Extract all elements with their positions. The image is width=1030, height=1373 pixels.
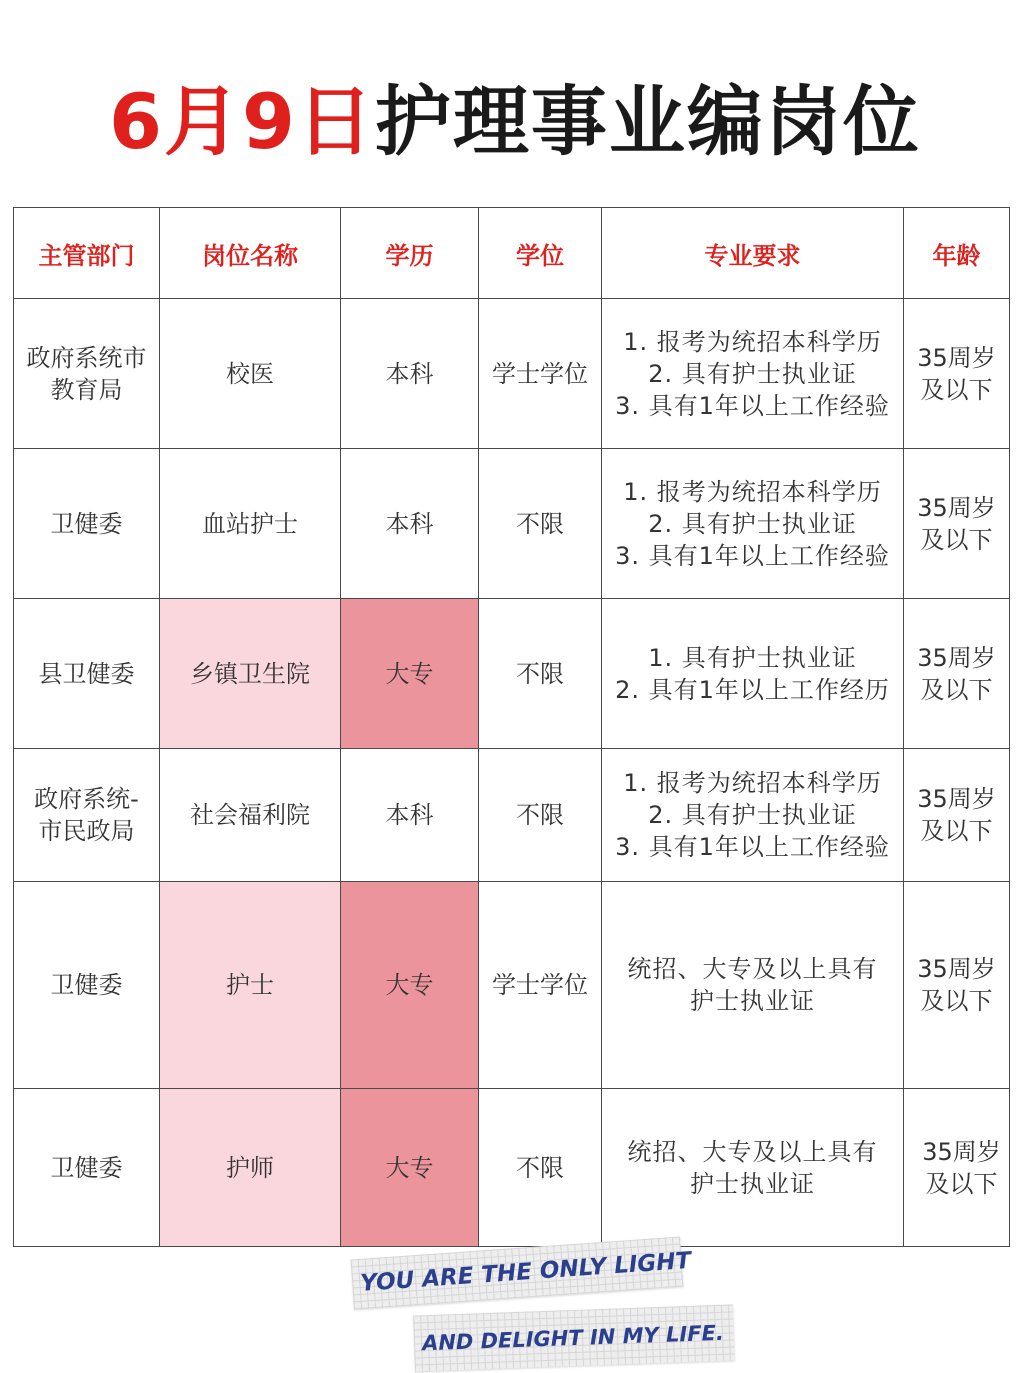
dept-line: 政府系统- [34,785,139,813]
requirement-line: 统招、大专及以上具有 [627,955,878,983]
header-position: 岗位名称 [160,208,341,299]
cell-position: 血站护士 [160,449,341,599]
table-header-row [14,208,1010,299]
cell-degree: 不限 [479,449,602,599]
requirement-line: 3. 具有1年以上工作经验 [615,391,890,420]
header-degree: 学位 [479,208,602,299]
cell-requirements [602,599,904,749]
cell-age [904,599,1010,749]
dept-line: 市民政局 [38,817,135,845]
requirement-line: 3. 具有1年以上工作经验 [615,833,890,861]
requirement-line: 1. 报考为统招本科学历 [623,477,882,506]
requirement-line: 2. 具有护士执业证 [648,359,857,388]
cell-dept [14,449,160,599]
cell-requirements [602,449,904,599]
table-row [14,599,1010,749]
cell-requirements [602,882,904,1089]
requirement-line: 护士执业证 [690,1169,815,1198]
dept-line: 卫健委 [50,1153,123,1182]
requirement-line: 1. 报考为统招本科学历 [623,769,882,797]
age-line: 35周岁 [922,1137,1001,1166]
table-row [14,449,1010,599]
cell-education: 本科 [341,299,479,449]
cell-degree: 不限 [479,749,602,882]
cell-position: 社会福利院 [160,749,341,882]
cell-degree: 不限 [479,599,602,749]
cell-dept [14,299,160,449]
age-line: 35周岁 [917,955,996,983]
age-line: 35周岁 [917,343,996,372]
cell-degree: 学士学位 [479,882,602,1089]
age-line: 及以下 [920,817,993,845]
age-line: 35周岁 [917,785,996,813]
header-education: 学历 [341,208,479,299]
cell-requirements [602,749,904,882]
table-row [14,882,1010,1089]
washi-tape-quote-1: YOU ARE THE ONLY LIGHT [351,1237,684,1310]
cell-position: 校医 [160,299,341,449]
requirement-line: 统招、大专及以上具有 [627,1137,878,1166]
requirement-line: 3. 具有1年以上工作经验 [615,541,890,570]
cell-degree: 学士学位 [479,299,602,449]
cell-position: 护师 [160,1089,341,1247]
dept-line: 县卫健委 [38,659,135,688]
cell-education: 大专 [341,882,479,1089]
header-age: 年龄 [904,208,1010,299]
cell-education: 大专 [341,1089,479,1247]
title-date: 6月9日 [109,77,375,166]
cell-education: 本科 [341,449,479,599]
cell-education: 大专 [341,599,479,749]
age-line: 35周岁 [917,493,996,522]
cell-dept [14,749,160,882]
cell-age [904,299,1010,449]
table-row [14,749,1010,882]
dept-line: 卫健委 [50,509,123,538]
header-requirements: 专业要求 [602,208,904,299]
dept-line: 教育局 [50,375,123,404]
cell-dept [14,882,160,1089]
cell-position: 护士 [160,882,341,1089]
header-dept: 主管部门 [14,208,160,299]
dept-line: 卫健委 [50,971,123,999]
cell-degree: 不限 [479,1089,602,1247]
age-line: 及以下 [920,525,993,554]
age-line: 及以下 [920,675,993,704]
cell-age [904,749,1010,882]
dept-line: 政府系统市 [26,343,147,372]
washi-tape-quote-2: AND DELIGHT IN MY LIFE. [413,1304,735,1371]
requirement-line: 1. 具有护士执业证 [648,643,857,672]
age-line: 及以下 [920,987,993,1015]
cell-age [904,882,1010,1089]
title-text: 护理事业编岗位 [374,77,921,166]
cell-education: 本科 [341,749,479,882]
age-line: 35周岁 [917,643,996,672]
requirement-line: 护士执业证 [690,987,815,1015]
cell-requirements [602,299,904,449]
cell-dept [14,1089,160,1247]
cell-dept [14,599,160,749]
cell-requirements [602,1089,904,1247]
requirement-line: 2. 具有1年以上工作经历 [615,675,890,704]
job-table [13,207,1010,1247]
cell-position: 乡镇卫生院 [160,599,341,749]
requirement-line: 2. 具有护士执业证 [648,801,857,829]
requirement-line: 2. 具有护士执业证 [648,509,857,538]
cell-age [904,1089,1010,1247]
page-title [0,72,1030,172]
age-line: 及以下 [925,1169,998,1198]
cell-age [904,449,1010,599]
table-row [14,299,1010,449]
table-row [14,1089,1010,1247]
age-line: 及以下 [920,375,993,404]
requirement-line: 1. 报考为统招本科学历 [623,327,882,356]
